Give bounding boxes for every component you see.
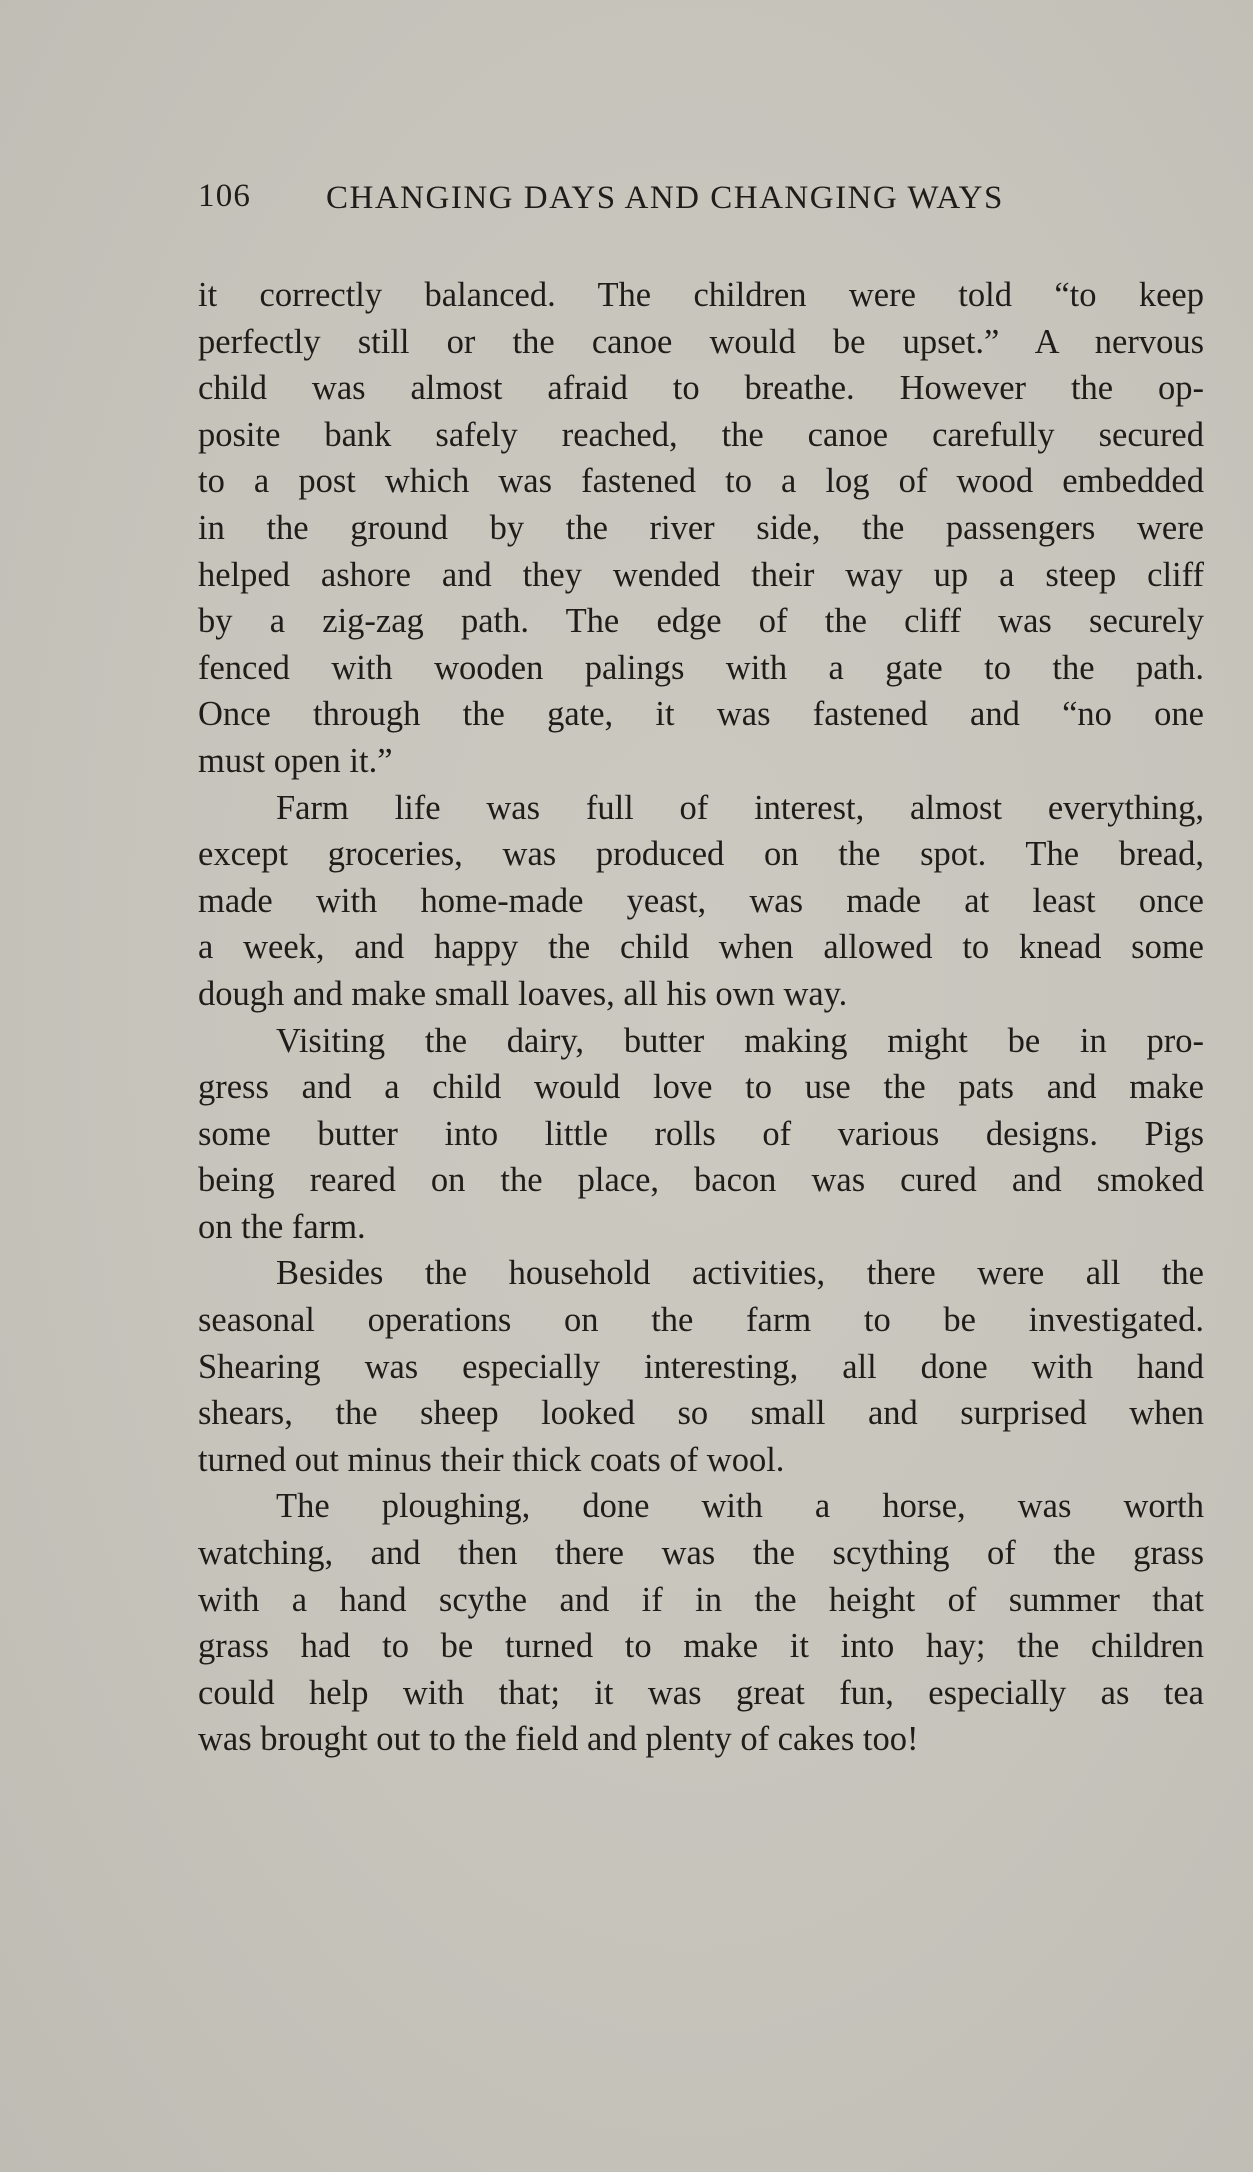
text-line: could help with that; it was great fun, especially as tea — [198, 1673, 1204, 1712]
text-line: fenced with wooden palings with a gate to the path. — [198, 648, 1204, 687]
text-line: posite bank safely reached, the canoe carefully secured — [198, 415, 1204, 454]
running-head — [198, 178, 1208, 224]
text-line: grass had to be turned to make it into hay; the children — [198, 1627, 1204, 1666]
text-line: perfectly still or the canoe would be upset.” A nervous — [198, 322, 1204, 361]
text-line: Besides the household activities, there were all the — [276, 1254, 1204, 1293]
text-line: by a zig-zag path. The edge of the cliff was securely — [198, 602, 1204, 641]
text-line: child was almost afraid to breathe. However the op- — [198, 369, 1204, 408]
text-line: must open it.” — [198, 741, 393, 780]
text-line: shears, the sheep looked so small and surprised when — [198, 1394, 1204, 1433]
text-line: seasonal operations on the farm to be investigated. — [198, 1301, 1204, 1340]
text-line: watching, and then there was the scything of the grass — [198, 1534, 1204, 1573]
text-line: being reared on the place, bacon was cured and smoked — [198, 1161, 1204, 1200]
text-line: Farm life was full of interest, almost everything, — [276, 788, 1204, 827]
text-line: turned out minus their thick coats of wool. — [198, 1440, 785, 1479]
text-line: some butter into little rolls of various designs. Pigs — [198, 1114, 1204, 1153]
text-line: gress and a child would love to use the pats and make — [198, 1068, 1204, 1107]
text-line: except groceries, was produced on the spot. The bread, — [198, 835, 1204, 874]
page-number: 106 — [198, 178, 252, 214]
text-line: it correctly balanced. The children were told “to keep — [198, 276, 1204, 314]
running-title: CHANGING DAYS AND CHANGING WAYS — [326, 180, 1004, 216]
text-line: The ploughing, done with a horse, was worth — [276, 1487, 1204, 1526]
text-line: was brought out to the field and plenty of cakes too! — [198, 1720, 919, 1759]
text-line: made with home-made yeast, was made at least once — [198, 881, 1204, 920]
text-line: on the farm. — [198, 1207, 366, 1246]
text-line: with a hand scythe and if in the height of summer that — [198, 1580, 1204, 1619]
text-line: Once through the gate, it was fastened and “no one — [198, 695, 1204, 734]
text-line: helped ashore and they wended their way up a steep cliff — [198, 555, 1204, 594]
text-line: to a post which was fastened to a log of wood embedded — [198, 462, 1204, 501]
text-line: in the ground by the river side, the passengers were — [198, 508, 1204, 547]
text-line: Shearing was especially interesting, all done with hand — [198, 1347, 1204, 1386]
text-line: Visiting the dairy, butter making might be in pro- — [276, 1021, 1204, 1060]
text-line: dough and make small loaves, all his own way. — [198, 974, 848, 1013]
body-text — [198, 272, 1204, 1763]
text-line: a week, and happy the child when allowed to knead some — [198, 928, 1204, 967]
